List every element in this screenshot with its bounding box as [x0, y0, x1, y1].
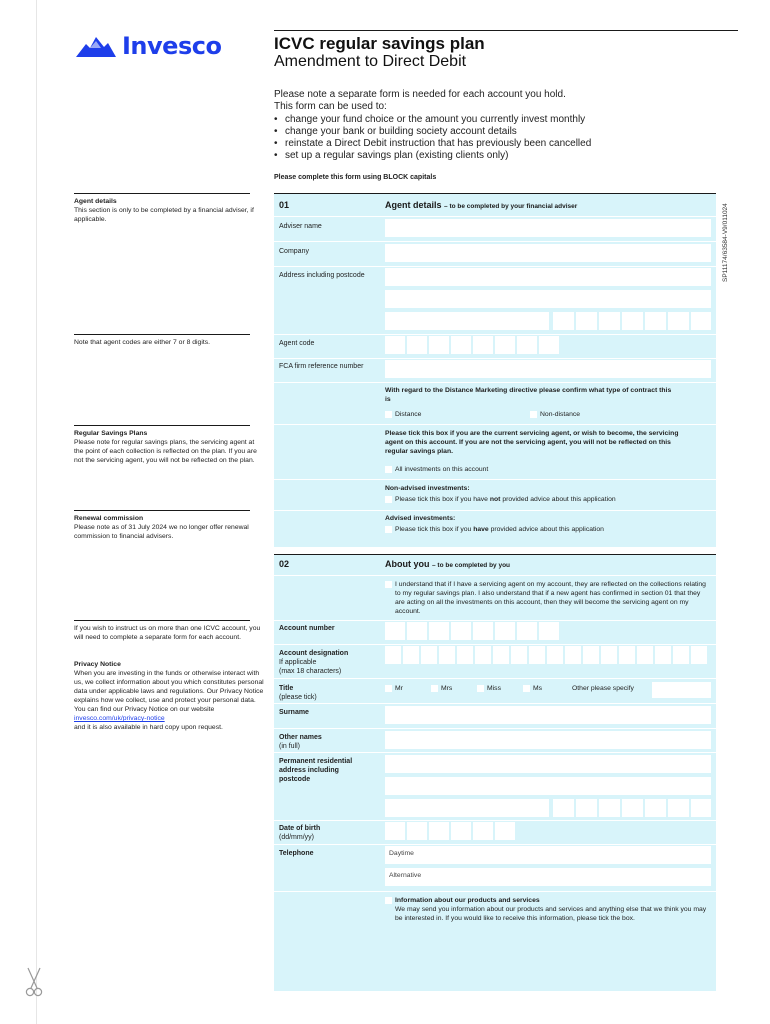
residential-address-line-1[interactable] — [385, 755, 711, 773]
row-divider — [274, 479, 716, 480]
alternative-phone-input[interactable] — [385, 868, 711, 886]
title-miss-label: Miss — [487, 685, 501, 692]
marketing-info-text: Information about our products and services We may send you information about our products and services and anything else that we think you may be interested in. If you would like to receive this information, please tick the box. — [395, 897, 707, 922]
sidebar-renewal-commission: Renewal commission Please note as of 31 July 2024 we no longer offer renewal commission to financial advisers. — [74, 515, 249, 540]
fca-reference-input[interactable] — [385, 360, 711, 378]
title-other-label: Other please specify — [572, 685, 634, 692]
title-ms-checkbox[interactable] — [523, 685, 530, 692]
intro-bullet: • set up a regular savings plan (existing clients only) — [274, 150, 714, 162]
row-divider — [274, 820, 716, 821]
residential-address-label: Permanent residential address including postcode — [279, 758, 353, 783]
sidebar-agent-code-note: Note that agent codes are either 7 or 8 digits. — [74, 339, 211, 346]
intro-line: Please note a separate form is needed for each account you hold. — [274, 89, 566, 100]
other-names-label: Other names (in full) — [279, 734, 322, 750]
sidebar-multi-account-note: If you wish to instruct us on more than one ICVC account, you will need to complete a separate form for each account. — [74, 625, 261, 641]
account-designation-label: Account designation If applicable (max 18 characters) — [279, 650, 349, 675]
alternative-phone-label: Alternative — [389, 872, 422, 879]
section-01-number: 01 — [279, 200, 290, 210]
title-miss-checkbox[interactable] — [477, 685, 484, 692]
intro-text — [274, 89, 714, 163]
distance-checkbox[interactable] — [385, 411, 392, 418]
reference-code: SP11174/63584-V9/011024 — [722, 203, 729, 282]
page-subtitle: Amendment to Direct Debit — [274, 53, 467, 70]
invesco-logo — [74, 32, 221, 60]
all-investments-checkbox[interactable] — [385, 466, 392, 473]
non-advised-title: Non-advised investments: — [385, 485, 470, 492]
non-advised-checkbox[interactable] — [385, 496, 392, 503]
section-01-rule — [274, 193, 716, 194]
daytime-phone-label: Daytime — [389, 850, 414, 857]
row-divider — [274, 358, 716, 359]
row-divider — [274, 424, 716, 425]
agent-code-label: Agent code — [279, 340, 315, 347]
servicing-agent-question: Please tick this box if you are the current servicing agent, or wish to become, the servicing agent on this account. If you are not the servicing agent, you will not be reflected on this regular savings plan. — [385, 430, 679, 455]
section-01-title: Agent details – to be completed by your financial adviser — [385, 200, 578, 210]
non-distance-label: Non-distance — [540, 411, 581, 418]
sidebar-privacy-notice: Privacy Notice When you are investing in the funds or otherwise interact with us, we collect information about you which constitutes personal data under applicable laws and regulations. Our Privacy Notice explains how we collect, use and protect your personal data. You can find our Privacy Notice on our website invesco.com/uk/privacy-notice and it is also available in hard copy upon request. — [74, 661, 264, 731]
agent-address-label: Address including postcode — [279, 272, 365, 279]
agent-code-cells[interactable] — [385, 336, 559, 354]
invesco-mountain-icon — [74, 32, 118, 60]
non-distance-checkbox[interactable] — [530, 411, 537, 418]
row-divider — [274, 891, 716, 892]
agent-address-line-3[interactable] — [385, 312, 549, 330]
sidebar-rule — [74, 425, 250, 426]
sidebar-rule — [74, 334, 250, 335]
sidebar-rule — [74, 620, 250, 621]
surname-input[interactable] — [385, 706, 711, 724]
adviser-name-label: Adviser name — [279, 223, 322, 230]
account-number-cells[interactable] — [385, 622, 559, 640]
section-02-title: About you – to be completed by you — [385, 559, 511, 569]
servicing-declaration-text: I understand that if I have a servicing agent on my account, they are reflected on the collections relating to my regular savings plan. I also understand that if a new agent has confirmed in section 01 that they are acting on all the investments on this account, then they will become the servicing agent on my account. — [395, 581, 706, 615]
row-divider — [274, 678, 716, 679]
row-divider — [274, 703, 716, 704]
adviser-name-input[interactable] — [385, 219, 711, 237]
row-divider — [274, 216, 716, 217]
agent-address-line-2[interactable] — [385, 290, 711, 308]
advised-checkbox[interactable] — [385, 526, 392, 533]
company-label: Company — [279, 248, 309, 255]
brand-name: Invesco — [122, 32, 222, 60]
residential-postcode-cells[interactable] — [553, 799, 711, 817]
title-label: Title (please tick) — [279, 685, 317, 701]
fca-reference-label: FCA firm reference number — [279, 363, 364, 370]
row-divider — [274, 382, 716, 383]
residential-address-line-3[interactable] — [385, 799, 549, 817]
row-divider — [274, 644, 716, 645]
row-divider — [274, 620, 716, 621]
title-other-input[interactable] — [652, 682, 711, 698]
intro-bullet: • change your bank or building society account details — [274, 126, 714, 138]
title-mr-checkbox[interactable] — [385, 685, 392, 692]
row-divider — [274, 241, 716, 242]
section-02-number: 02 — [279, 559, 290, 569]
cut-edge-line — [36, 0, 37, 1024]
account-number-label: Account number — [279, 625, 335, 632]
date-of-birth-label: Date of birth (dd/mm/yy) — [279, 825, 321, 841]
title-mr-label: Mr — [395, 685, 403, 692]
agent-postcode-cells[interactable] — [553, 312, 711, 330]
intro-bullet: • reinstate a Direct Debit instruction that has previously been cancelled — [274, 138, 714, 150]
intro-bullet: • change your fund choice or the amount you currently invest monthly — [274, 114, 714, 126]
title-ms-label: Ms — [533, 685, 543, 692]
advised-label: Please tick this box if you have provided advice about this application — [395, 526, 604, 533]
intro-bullets — [274, 114, 714, 163]
intro-line: This form can be used to: — [274, 101, 387, 113]
account-designation-cells[interactable] — [385, 646, 707, 664]
company-input[interactable] — [385, 244, 711, 262]
surname-label: Surname — [279, 709, 309, 716]
sidebar-regular-savings-plans: Regular Savings Plans Please note for regular savings plans, the servicing agent at the point of each collection is reflected on the plan. If you are not the servicing agent, you will not be reflected on the plan. — [74, 430, 257, 464]
distance-label: Distance — [395, 411, 422, 418]
row-divider — [274, 510, 716, 511]
all-investments-label: All investments on this account — [395, 466, 489, 473]
date-of-birth-cells[interactable] — [385, 822, 515, 840]
servicing-declaration-checkbox[interactable] — [385, 581, 392, 588]
header-rule — [274, 30, 738, 31]
non-advised-label: Please tick this box if you have not provided advice about this application — [395, 496, 616, 503]
row-divider — [274, 575, 716, 576]
section-02-rule — [274, 554, 716, 555]
distance-marketing-question: With regard to the Distance Marketing directive please confirm what type of contract this is — [385, 387, 672, 403]
scissors-icon — [22, 966, 46, 998]
row-divider — [274, 752, 716, 753]
marketing-info-checkbox[interactable] — [385, 897, 392, 904]
block-capitals-note: Please complete this form using BLOCK capitals — [274, 174, 437, 181]
other-names-input[interactable] — [385, 731, 711, 749]
sidebar-rule — [74, 510, 250, 511]
row-divider — [274, 728, 716, 729]
residential-address-line-2[interactable] — [385, 777, 711, 795]
sidebar-rule — [74, 193, 250, 194]
privacy-notice-link[interactable]: invesco.com/uk/privacy-notice — [74, 715, 165, 722]
row-divider — [274, 334, 716, 335]
agent-address-line-1[interactable] — [385, 268, 711, 286]
row-divider — [274, 266, 716, 267]
telephone-label: Telephone — [279, 850, 314, 857]
daytime-phone-input[interactable] — [385, 846, 711, 864]
advised-title: Advised investments: — [385, 515, 456, 522]
row-divider — [274, 844, 716, 845]
title-mrs-checkbox[interactable] — [431, 685, 438, 692]
page-title: ICVC regular savings plan — [274, 34, 485, 53]
title-mrs-label: Mrs — [441, 685, 453, 692]
sidebar-agent-details: Agent details This section is only to be completed by a financial adviser, if applicable. — [74, 198, 254, 223]
